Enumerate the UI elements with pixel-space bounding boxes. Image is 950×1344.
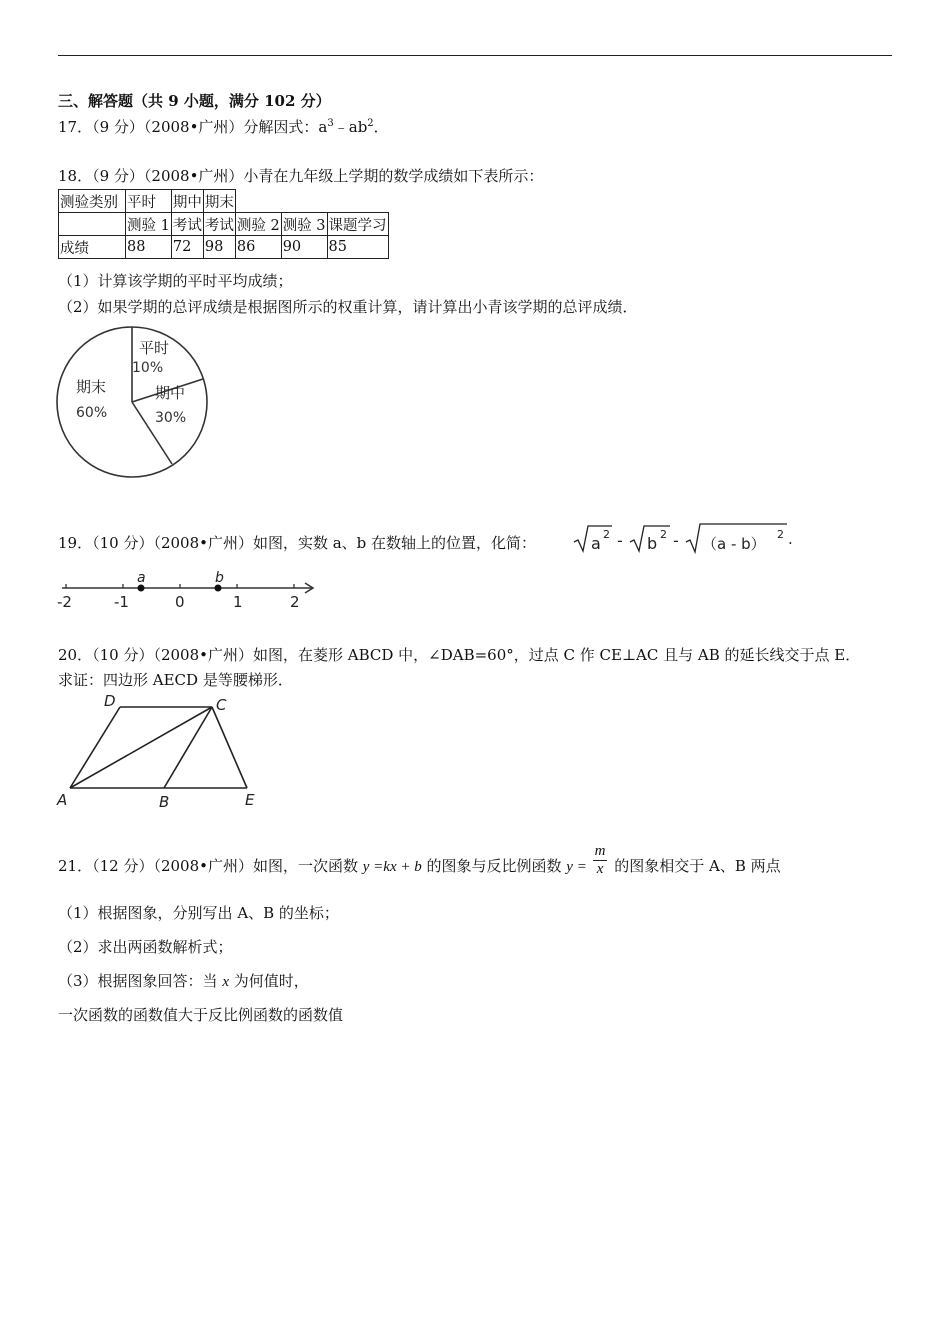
formula-a: a [591, 534, 601, 553]
tick-label: -1 [114, 593, 129, 611]
formula-exp: 2 [660, 528, 667, 541]
table-cell: 期中 [171, 190, 203, 213]
formula-ab: （a - b） [702, 535, 766, 553]
tick-label: 1 [233, 593, 243, 611]
question-20-line2: 求证：四边形 AECD 是等腰梯形． [58, 671, 293, 689]
section-header: 三、解答题（共 9 小题，满分 102 分） [58, 92, 331, 110]
q21-sub3-var: x [222, 974, 229, 990]
formula-minus: - [673, 531, 679, 550]
formula-b: b [647, 534, 658, 553]
weight-pie-chart [55, 322, 215, 484]
table-cell: 86 [235, 236, 281, 259]
q21-sub1: （1）根据图象，分别写出 A、B 的坐标； [58, 904, 339, 922]
label-B: B [159, 793, 170, 811]
q21-fraction [593, 843, 608, 878]
q21-mid: 的图象与反比例函数 [426, 857, 562, 875]
table-cell-empty [235, 190, 281, 213]
table-cell: 85 [327, 236, 388, 259]
q21-linear-function: y =kx + b [362, 859, 422, 875]
table-cell: 72 [171, 236, 203, 259]
table-cell: 考试 [171, 213, 203, 236]
pie-label-qimo: 期末 [76, 378, 107, 396]
formula-exp: 2 [603, 528, 610, 541]
q17-mid: ﹣ab [333, 118, 368, 136]
table-cell: 88 [126, 236, 172, 259]
q21-fraction-den: x [596, 860, 604, 877]
table-cell-empty [59, 213, 126, 236]
label-C: C [216, 696, 227, 714]
tick-label: 2 [290, 593, 300, 611]
table-row [59, 190, 389, 213]
table-row [59, 236, 389, 259]
formula-exp: 2 [777, 528, 784, 541]
table-cell-empty [281, 190, 327, 213]
q17-end: ． [373, 118, 389, 136]
question-17 [58, 116, 389, 137]
table-cell: 测验 1 [126, 213, 172, 236]
table-cell: 成绩 [59, 236, 126, 259]
table-cell: 期末 [203, 190, 235, 213]
q18-sub2: （2）如果学期的总评成绩是根据图所示的权重计算，请计算出小青该学期的总评成绩． [58, 298, 638, 316]
label-A: A [57, 791, 68, 809]
table-cell: 平时 [126, 190, 172, 213]
formula-minus: - [617, 531, 623, 550]
q21-sub2: （2）求出两函数解析式； [58, 938, 233, 956]
rhombus-figure [54, 690, 269, 812]
point-a-label: a [137, 570, 146, 586]
label-E: E [245, 791, 255, 809]
pie-pct-qimo: 60% [76, 405, 108, 421]
q17-text: 17．（9 分）（2008•广州）分解因式：a [58, 118, 328, 136]
number-line [52, 568, 322, 614]
table-cell: 考试 [203, 213, 235, 236]
question-21 [58, 842, 781, 878]
point-b-label: b [215, 570, 224, 586]
table-cell: 测验 3 [281, 213, 327, 236]
table-cell: 测验类别 [59, 190, 126, 213]
question-18: 18．（9 分）（2008•广州）小青在九年级上学期的数学成绩如下表所示： [58, 167, 544, 185]
pie-label-pingshi: 平时 [139, 339, 170, 357]
q18-sub1: （1）计算该学期的平时平均成绩； [58, 272, 293, 290]
q21-fraction-num: m [594, 842, 606, 859]
table-cell: 课题学习 [327, 213, 388, 236]
q21-sub3 [58, 970, 309, 991]
table-cell: 98 [203, 236, 235, 259]
q17-sup2: 2 [367, 118, 374, 129]
q17-sup1: 3 [327, 118, 334, 129]
q21-sub4: 一次函数的函数值大于反比例函数的函数值 [58, 1006, 344, 1024]
table-cell: 测验 2 [235, 213, 281, 236]
question-19: 19．（10 分）（2008•广州）如图，实数 a、b 在数轴上的位置，化简： [58, 534, 537, 552]
table-cell: 90 [281, 236, 327, 259]
table-row [59, 213, 389, 236]
scores-table [58, 189, 389, 259]
formula-end: . [788, 530, 793, 548]
q21-post: 的图象相交于 A、B 两点 [614, 857, 781, 875]
label-D: D [104, 692, 116, 710]
pie-pct-qizhong: 30% [155, 410, 187, 426]
q19-formula [572, 522, 802, 556]
tick-label: 0 [175, 593, 185, 611]
question-20-line1: 20．（10 分）（2008•广州）如图，在菱形 ABCD 中，∠DAB=60°，过点 C 作 CE⊥AC 且与 AB 的延长线交于点 E． [58, 646, 861, 664]
pie-label-qizhong: 期中 [155, 384, 186, 402]
tick-label: -2 [57, 593, 72, 611]
q21-sub3-pre: （3）根据图象回答：当 [58, 972, 218, 990]
q21-pre: 21．（12 分）（2008•广州）如图，一次函数 [58, 857, 358, 875]
top-rule [58, 55, 892, 56]
q21-inverse-y: y = [566, 859, 587, 875]
q21-sub3-post: 为何值时， [233, 972, 309, 990]
table-cell-empty [327, 190, 388, 213]
pie-pct-pingshi: 10% [132, 360, 164, 376]
